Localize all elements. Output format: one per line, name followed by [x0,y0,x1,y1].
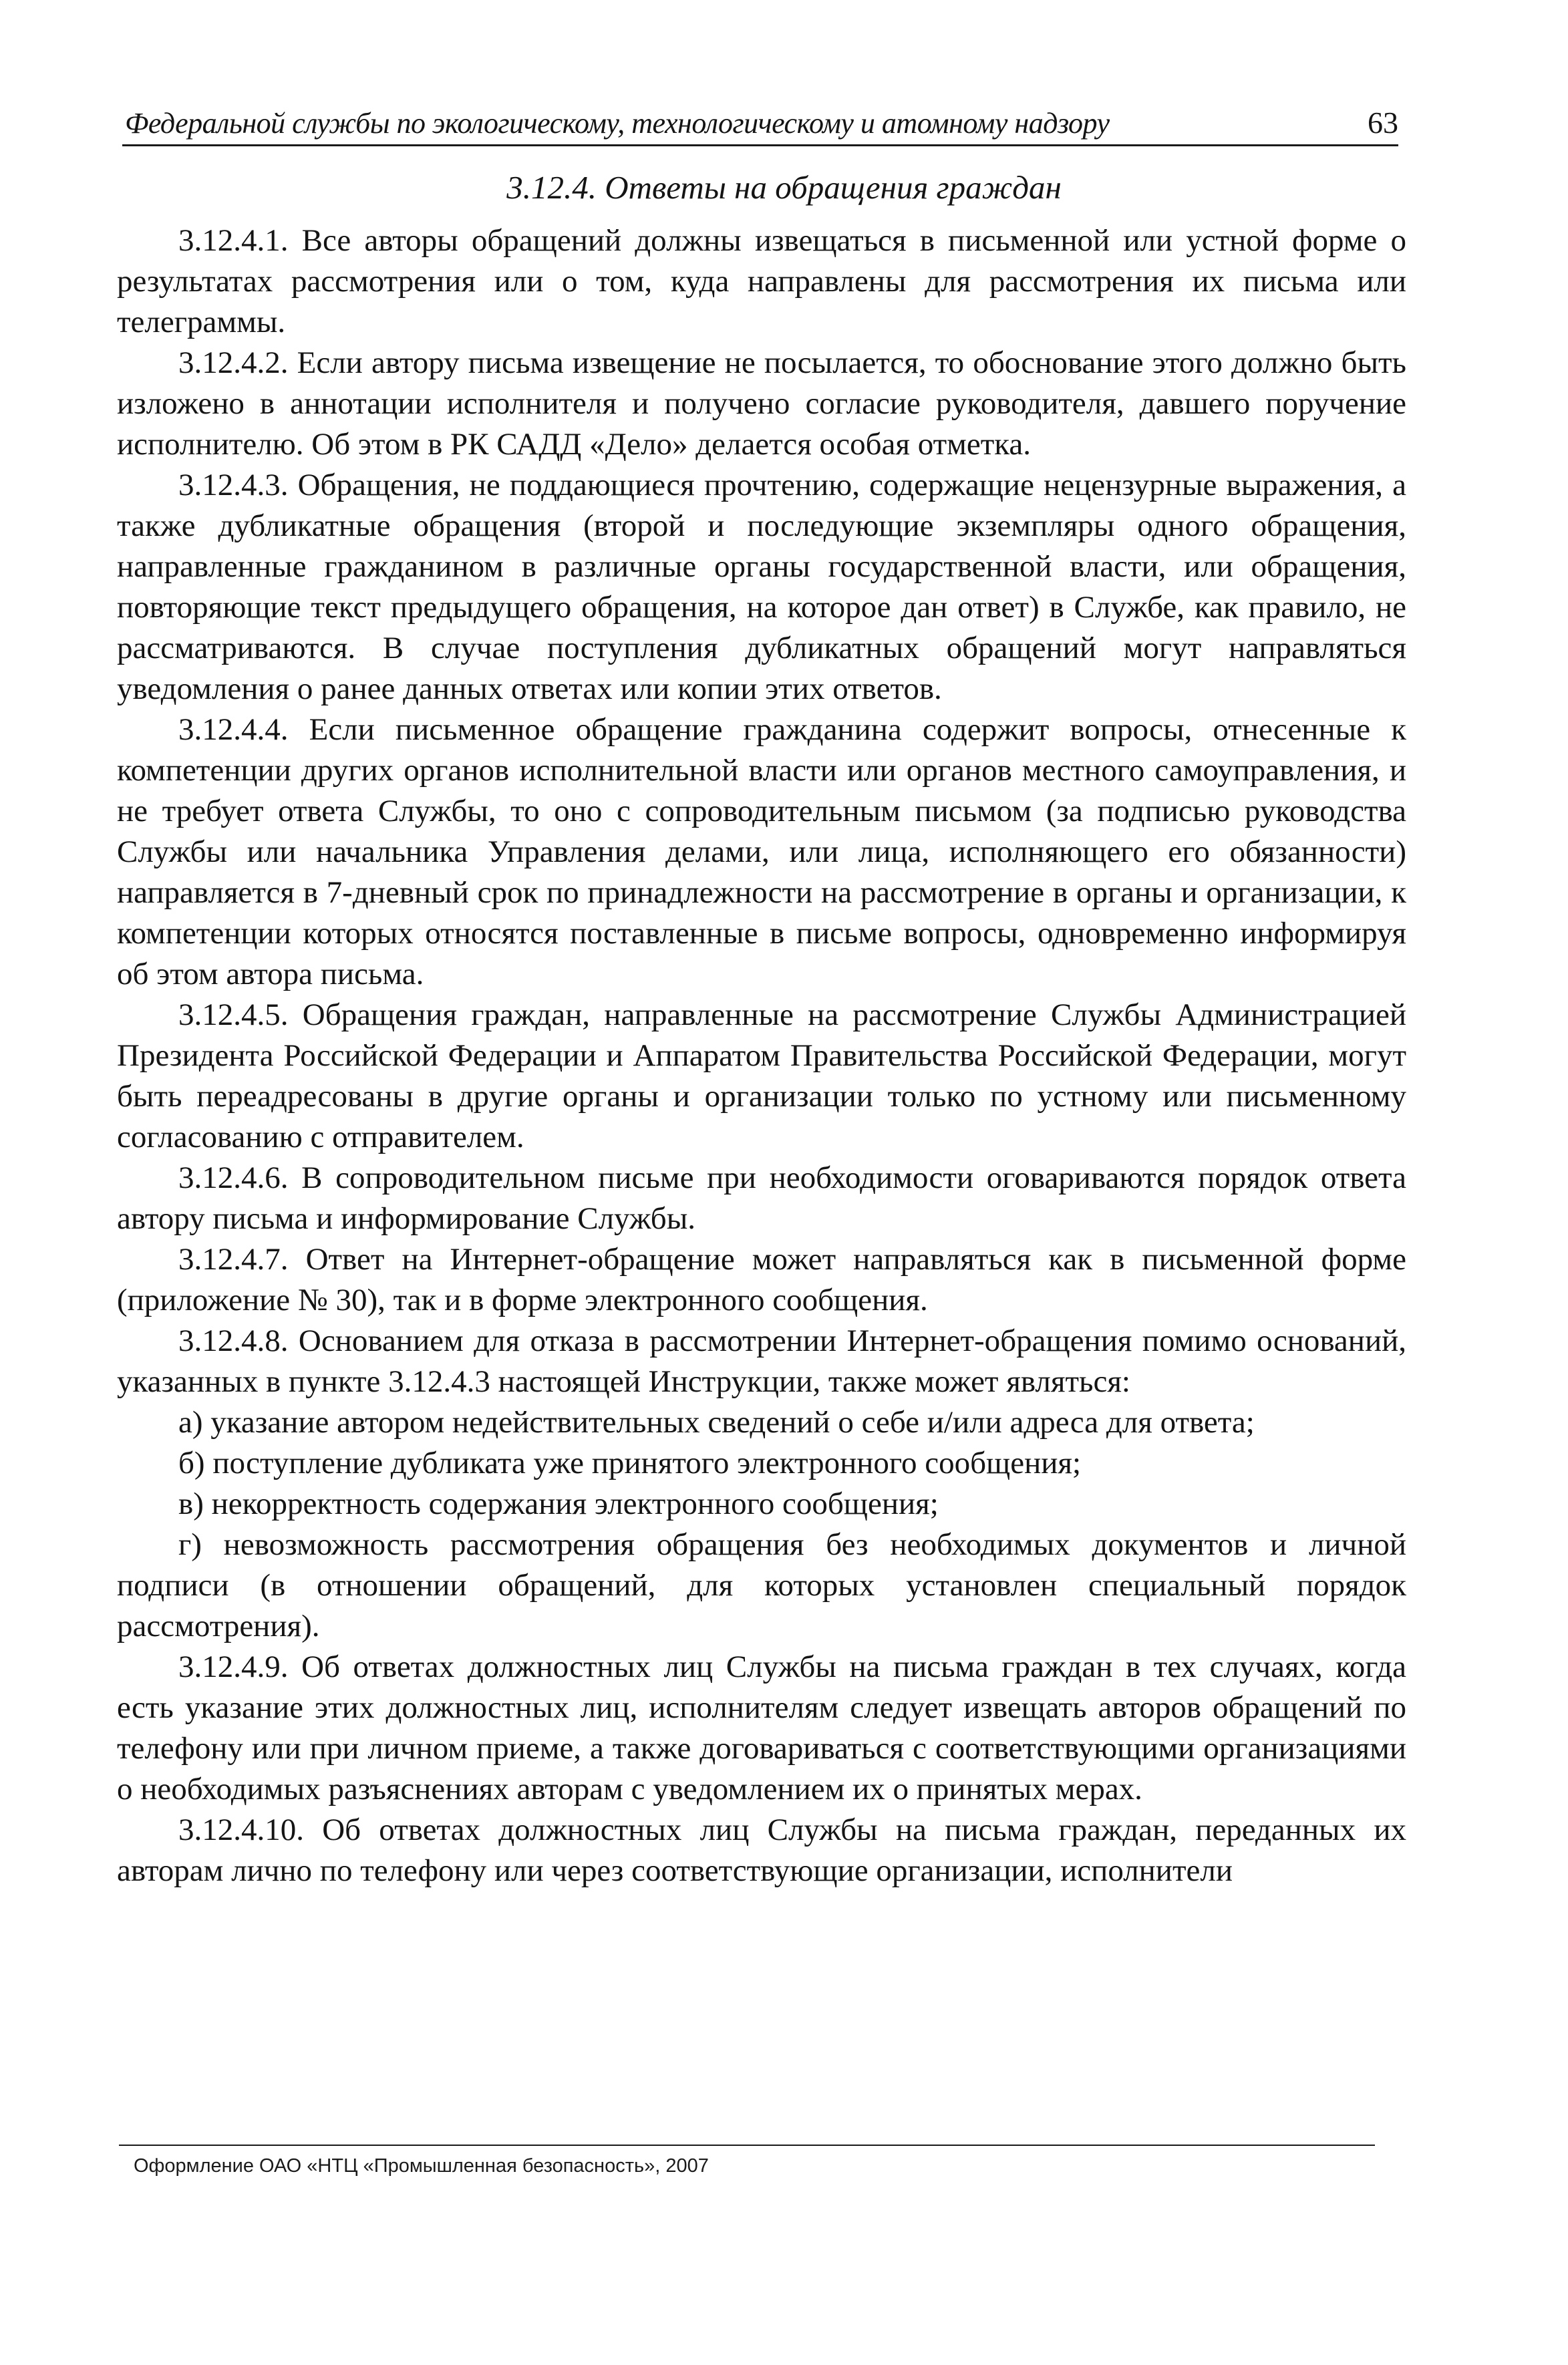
running-header-title: Федеральной службы по экологическому, технологическому и атомному надзору [125,107,1110,140]
paragraph-3-12-4-5: 3.12.4.5. Обращения граждан, направленные на рассмотрение Службы Администрацией Президента Российской Федерации и Аппаратом Правительства Российской Федерации, могут быть переадресованы в другие органы и организации только по устному или письменному согласованию с отправителем. [117,997,1406,1154]
list-item-g: г) невозможность рассмотрения обращения без необходимых документов и личной подписи (в отношении обращений, для которых установлен специальный порядок рассмотрения). [117,1527,1406,1643]
paragraph-3-12-4-10: 3.12.4.10. Об ответах должностных лиц Службы на письма граждан, переданных их авторам лично по телефону или через соответствующие организации, исполнители [117,1812,1406,1888]
body-text [117,220,1406,1891]
paragraph-3-12-4-2: 3.12.4.2. Если автору письма извещение не посылается, то обоснование этого должно быть изложено в аннотации исполнителя и получено согласие руководителя, давшего поручение исполнителю. Об этом в РК САДД «Дело» делается особая отметка. [117,345,1406,462]
paragraph-3-12-4-7: 3.12.4.7. Ответ на Интернет-обращение может направляться как в письменной форме (приложение № 30), так и в форме электронного сообщения. [117,1242,1406,1317]
page-number: 63 [1368,106,1398,140]
footer-rule [119,2145,1375,2146]
paragraph-3-12-4-3: 3.12.4.3. Обращения, не поддающиеся прочтению, содержащие нецензурные выражения, а также дубликатные обращения (второй и последующие экземпляры одного обращения, направленные гражданином в различные органы государственной власти, или обращения, повторяющие текст предыдущего обращения, на которое дан ответ) в Службе, как правило, не рассматриваются. В случае поступления дубликатных обращений могут направляться уведомления о ранее данных ответах или копии этих ответов. [117,468,1406,706]
list-item-b: б) поступление дубликата уже принятого электронного сообщения; [178,1446,1082,1480]
paragraph-3-12-4-8: 3.12.4.8. Основанием для отказа в рассмотрении Интернет-обращения помимо оснований, указанных в пункте 3.12.4.3 настоящей Инструкции, также может являться: [117,1323,1406,1399]
paragraph-3-12-4-4: 3.12.4.4. Если письменное обращение гражданина содержит вопросы, отнесенные к компетенции других органов исполнительной власти или органов местного самоуправления, и не требует ответа Службы, то оно с сопроводительным письмом (за подписью руководства Службы или начальника Управления делами, или лица, исполняющего его обязанности) направляется в 7-дневный срок по принадлежности на рассмотрение в органы и организации, к компетенции которых относятся поставленные в письме вопросы, одновременно информируя об этом автора письма. [117,712,1406,991]
footer-credit: Оформление ОАО «НТЦ «Промышленная безопасность», 2007 [134,2155,709,2177]
list-item-a: а) указание автором недействительных сведений о себе и/или адреса для ответа; [178,1405,1255,1440]
running-header [122,107,1398,146]
list-item-v: в) некорректность содержания электронного сообщения; [178,1486,939,1521]
section-title: 3.12.4. Ответы на обращения граждан [506,169,1062,206]
paragraph-3-12-4-9: 3.12.4.9. Об ответах должностных лиц Службы на письма граждан в тех случаях, когда есть указание этих должностных лиц, исполнителям следует извещать авторов обращений по телефону или при личном приеме, а также договариваться с соответствующими организациями о необходимых разъяснениях авторам с уведомлением их о принятых мерах. [117,1649,1406,1806]
paragraph-3-12-4-6: 3.12.4.6. В сопроводительном письме при необходимости оговариваются порядок ответа автору письма и информирование Службы. [117,1160,1406,1236]
paragraph-3-12-4-1: 3.12.4.1. Все авторы обращений должны извещаться в письменной или устной форме о результатах рассмотрения или о том, куда направлены для рассмотрения их письма или телеграммы. [117,223,1406,339]
